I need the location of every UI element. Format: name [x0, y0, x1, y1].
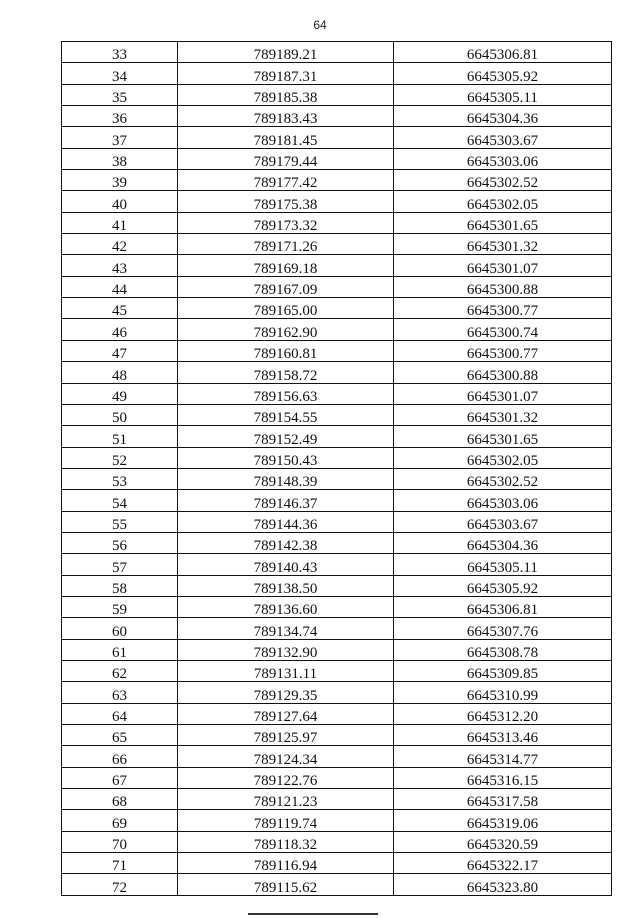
y-coordinate-cell: 6645307.76 — [394, 618, 612, 639]
y-coordinate-cell: 6645305.11 — [394, 554, 612, 575]
x-coordinate-cell: 789160.81 — [178, 340, 394, 361]
point-number-cell: 51 — [62, 426, 178, 447]
table-row — [62, 255, 612, 276]
table-row — [62, 660, 612, 681]
y-coordinate-cell: 6645309.85 — [394, 660, 612, 681]
x-coordinate-cell: 789127.64 — [178, 703, 394, 724]
x-coordinate-cell: 789181.45 — [178, 127, 394, 148]
x-coordinate-cell: 789183.43 — [178, 106, 394, 127]
point-number-cell: 56 — [62, 532, 178, 553]
table-row — [62, 703, 612, 724]
x-coordinate-cell: 789179.44 — [178, 148, 394, 169]
table-row — [62, 596, 612, 617]
y-coordinate-cell: 6645323.80 — [394, 874, 612, 895]
y-coordinate-cell: 6645317.58 — [394, 789, 612, 810]
table-row — [62, 618, 612, 639]
x-coordinate-cell: 789115.62 — [178, 874, 394, 895]
y-coordinate-cell: 6645301.65 — [394, 212, 612, 233]
table-row — [62, 767, 612, 788]
point-number-cell: 36 — [62, 106, 178, 127]
x-coordinate-cell: 789131.11 — [178, 660, 394, 681]
x-coordinate-cell: 789136.60 — [178, 596, 394, 617]
x-coordinate-cell: 789158.72 — [178, 362, 394, 383]
y-coordinate-cell: 6645300.88 — [394, 276, 612, 297]
table-row — [62, 810, 612, 831]
y-coordinate-cell: 6645301.07 — [394, 255, 612, 276]
x-coordinate-cell: 789146.37 — [178, 490, 394, 511]
y-coordinate-cell: 6645302.05 — [394, 191, 612, 212]
point-number-cell: 55 — [62, 511, 178, 532]
table-row — [62, 362, 612, 383]
x-coordinate-cell: 789175.38 — [178, 191, 394, 212]
x-coordinate-cell: 789124.34 — [178, 746, 394, 767]
coordinates-table — [61, 41, 612, 896]
y-coordinate-cell: 6645312.20 — [394, 703, 612, 724]
point-number-cell: 44 — [62, 276, 178, 297]
table-row — [62, 63, 612, 84]
x-coordinate-cell: 789122.76 — [178, 767, 394, 788]
point-number-cell: 57 — [62, 554, 178, 575]
table-row — [62, 191, 612, 212]
y-coordinate-cell: 6645300.77 — [394, 298, 612, 319]
y-coordinate-cell: 6645320.59 — [394, 831, 612, 852]
y-coordinate-cell: 6645303.67 — [394, 127, 612, 148]
point-number-cell: 60 — [62, 618, 178, 639]
y-coordinate-cell: 6645319.06 — [394, 810, 612, 831]
table-row — [62, 383, 612, 404]
table-row — [62, 554, 612, 575]
y-coordinate-cell: 6645313.46 — [394, 725, 612, 746]
x-coordinate-cell: 789154.55 — [178, 404, 394, 425]
page-bottom-rule — [248, 913, 378, 915]
x-coordinate-cell: 789142.38 — [178, 532, 394, 553]
y-coordinate-cell: 6645308.78 — [394, 639, 612, 660]
y-coordinate-cell: 6645305.11 — [394, 84, 612, 105]
y-coordinate-cell: 6645303.67 — [394, 511, 612, 532]
table-row — [62, 831, 612, 852]
table-row — [62, 639, 612, 660]
table-row — [62, 276, 612, 297]
x-coordinate-cell: 789118.32 — [178, 831, 394, 852]
point-number-cell: 58 — [62, 575, 178, 596]
x-coordinate-cell: 789134.74 — [178, 618, 394, 639]
table-row — [62, 532, 612, 553]
y-coordinate-cell: 6645304.36 — [394, 106, 612, 127]
x-coordinate-cell: 789129.35 — [178, 682, 394, 703]
point-number-cell: 38 — [62, 148, 178, 169]
y-coordinate-cell: 6645300.88 — [394, 362, 612, 383]
x-coordinate-cell: 789132.90 — [178, 639, 394, 660]
table-row — [62, 319, 612, 340]
x-coordinate-cell: 789150.43 — [178, 447, 394, 468]
y-coordinate-cell: 6645322.17 — [394, 853, 612, 874]
y-coordinate-cell: 6645305.92 — [394, 63, 612, 84]
y-coordinate-cell: 6645300.77 — [394, 340, 612, 361]
page-number: 64 — [313, 18, 327, 32]
table-row — [62, 853, 612, 874]
y-coordinate-cell: 6645303.06 — [394, 148, 612, 169]
x-coordinate-cell: 789140.43 — [178, 554, 394, 575]
point-number-cell: 48 — [62, 362, 178, 383]
y-coordinate-cell: 6645301.07 — [394, 383, 612, 404]
table-row — [62, 212, 612, 233]
point-number-cell: 40 — [62, 191, 178, 212]
x-coordinate-cell: 789169.18 — [178, 255, 394, 276]
y-coordinate-cell: 6645310.99 — [394, 682, 612, 703]
table-row — [62, 148, 612, 169]
table-row — [62, 426, 612, 447]
y-coordinate-cell: 6645302.52 — [394, 468, 612, 489]
y-coordinate-cell: 6645301.65 — [394, 426, 612, 447]
point-number-cell: 45 — [62, 298, 178, 319]
x-coordinate-cell: 789152.49 — [178, 426, 394, 447]
point-number-cell: 62 — [62, 660, 178, 681]
table-row — [62, 42, 612, 63]
point-number-cell: 43 — [62, 255, 178, 276]
point-number-cell: 64 — [62, 703, 178, 724]
x-coordinate-cell: 789165.00 — [178, 298, 394, 319]
point-number-cell: 42 — [62, 234, 178, 255]
table-row — [62, 490, 612, 511]
table-row — [62, 170, 612, 191]
point-number-cell: 33 — [62, 42, 178, 63]
x-coordinate-cell: 789148.39 — [178, 468, 394, 489]
y-coordinate-cell: 6645302.05 — [394, 447, 612, 468]
table-row — [62, 447, 612, 468]
y-coordinate-cell: 6645314.77 — [394, 746, 612, 767]
y-coordinate-cell: 6645316.15 — [394, 767, 612, 788]
table-row — [62, 575, 612, 596]
point-number-cell: 72 — [62, 874, 178, 895]
table-row — [62, 511, 612, 532]
x-coordinate-cell: 789162.90 — [178, 319, 394, 340]
point-number-cell: 35 — [62, 84, 178, 105]
table-row — [62, 298, 612, 319]
table-row — [62, 106, 612, 127]
x-coordinate-cell: 789171.26 — [178, 234, 394, 255]
point-number-cell: 59 — [62, 596, 178, 617]
y-coordinate-cell: 6645301.32 — [394, 404, 612, 425]
point-number-cell: 46 — [62, 319, 178, 340]
x-coordinate-cell: 789177.42 — [178, 170, 394, 191]
point-number-cell: 49 — [62, 383, 178, 404]
point-number-cell: 47 — [62, 340, 178, 361]
x-coordinate-cell: 789116.94 — [178, 853, 394, 874]
x-coordinate-cell: 789185.38 — [178, 84, 394, 105]
point-number-cell: 52 — [62, 447, 178, 468]
y-coordinate-cell: 6645300.74 — [394, 319, 612, 340]
table-row — [62, 404, 612, 425]
y-coordinate-cell: 6645306.81 — [394, 596, 612, 617]
x-coordinate-cell: 789144.36 — [178, 511, 394, 532]
y-coordinate-cell: 6645302.52 — [394, 170, 612, 191]
y-coordinate-cell: 6645303.06 — [394, 490, 612, 511]
point-number-cell: 71 — [62, 853, 178, 874]
point-number-cell: 39 — [62, 170, 178, 191]
point-number-cell: 68 — [62, 789, 178, 810]
point-number-cell: 66 — [62, 746, 178, 767]
point-number-cell: 50 — [62, 404, 178, 425]
x-coordinate-cell: 789173.32 — [178, 212, 394, 233]
y-coordinate-cell: 6645306.81 — [394, 42, 612, 63]
point-number-cell: 61 — [62, 639, 178, 660]
point-number-cell: 37 — [62, 127, 178, 148]
table-row — [62, 468, 612, 489]
x-coordinate-cell: 789187.31 — [178, 63, 394, 84]
x-coordinate-cell: 789125.97 — [178, 725, 394, 746]
x-coordinate-cell: 789138.50 — [178, 575, 394, 596]
point-number-cell: 69 — [62, 810, 178, 831]
table-row — [62, 234, 612, 255]
x-coordinate-cell: 789189.21 — [178, 42, 394, 63]
table-row — [62, 340, 612, 361]
x-coordinate-cell: 789121.23 — [178, 789, 394, 810]
y-coordinate-cell: 6645301.32 — [394, 234, 612, 255]
point-number-cell: 67 — [62, 767, 178, 788]
x-coordinate-cell: 789156.63 — [178, 383, 394, 404]
point-number-cell: 54 — [62, 490, 178, 511]
y-coordinate-cell: 6645305.92 — [394, 575, 612, 596]
table-row — [62, 725, 612, 746]
table-row — [62, 874, 612, 895]
table-row — [62, 789, 612, 810]
point-number-cell: 63 — [62, 682, 178, 703]
table-row — [62, 84, 612, 105]
coordinates-table-body — [62, 42, 612, 896]
point-number-cell: 34 — [62, 63, 178, 84]
x-coordinate-cell: 789119.74 — [178, 810, 394, 831]
table-row — [62, 682, 612, 703]
table-row — [62, 127, 612, 148]
table-row — [62, 746, 612, 767]
point-number-cell: 53 — [62, 468, 178, 489]
point-number-cell: 65 — [62, 725, 178, 746]
point-number-cell: 70 — [62, 831, 178, 852]
x-coordinate-cell: 789167.09 — [178, 276, 394, 297]
point-number-cell: 41 — [62, 212, 178, 233]
y-coordinate-cell: 6645304.36 — [394, 532, 612, 553]
